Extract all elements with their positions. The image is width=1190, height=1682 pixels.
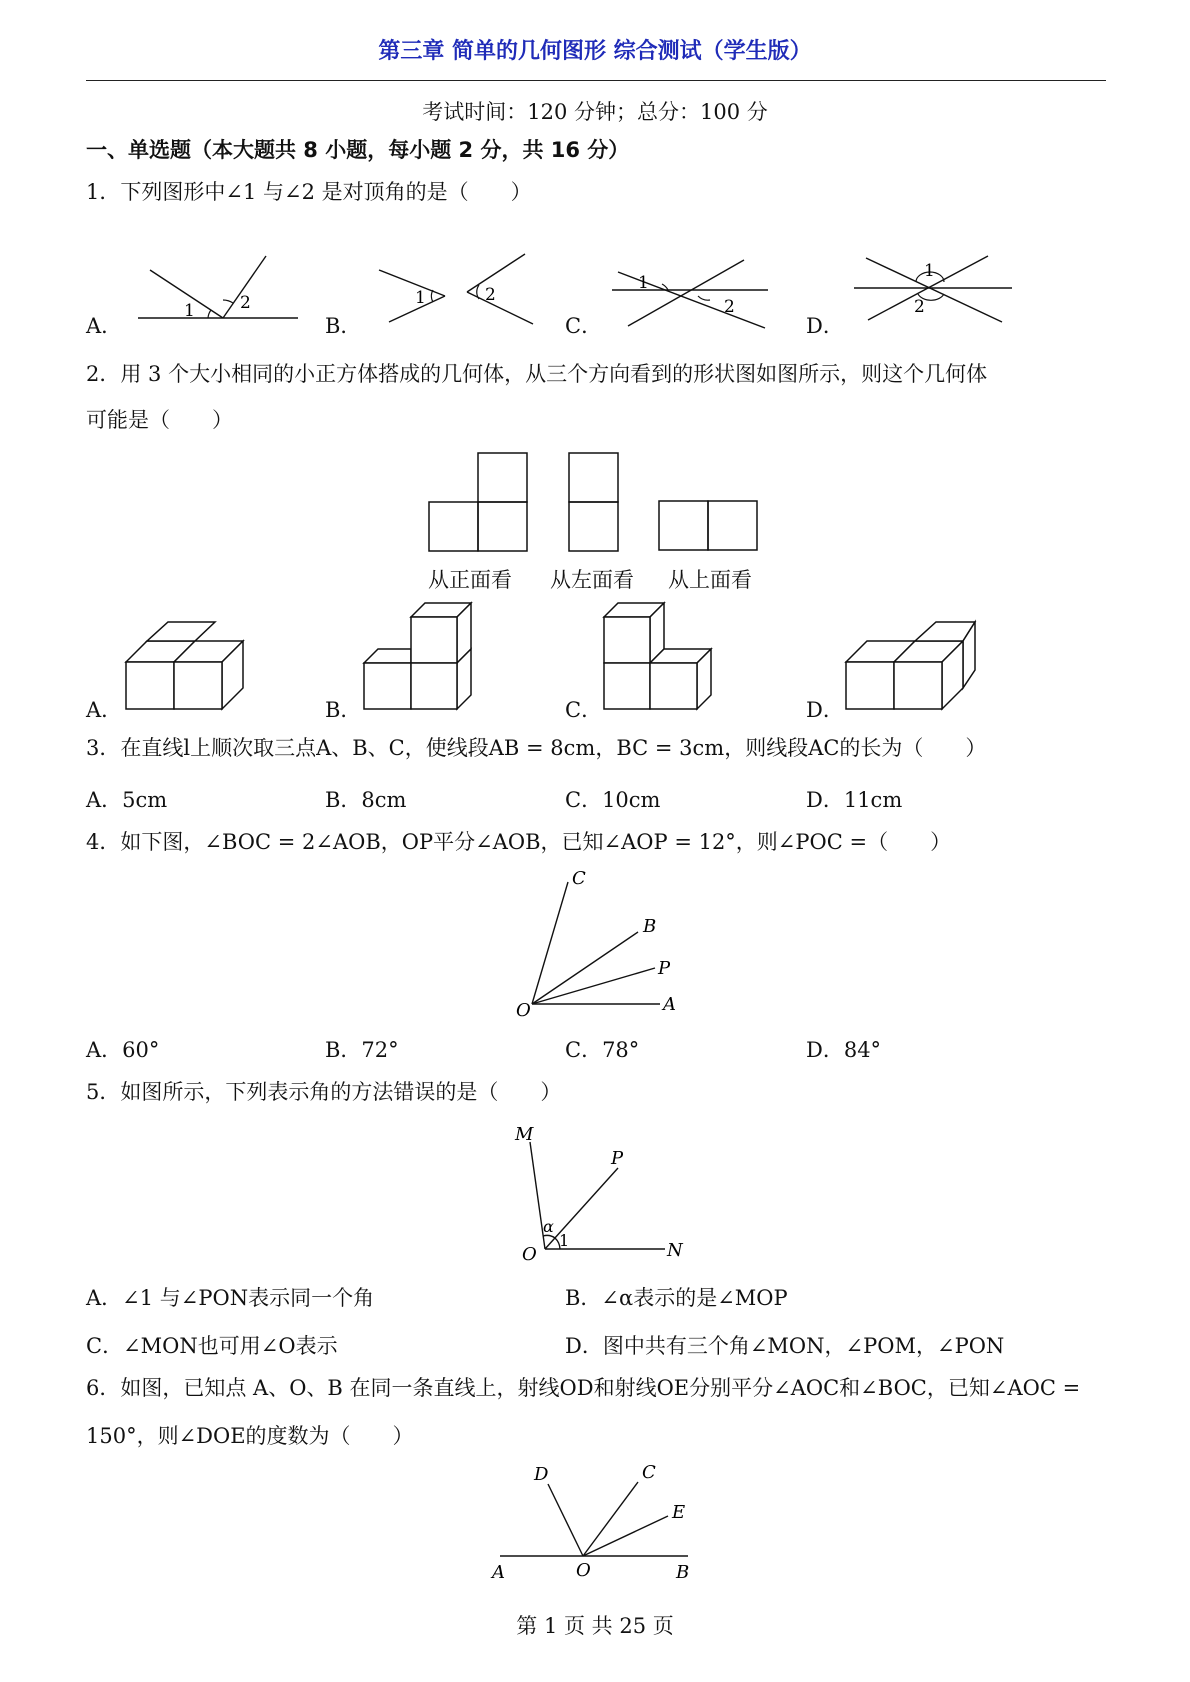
q3-option-c: C．10cm (565, 788, 661, 812)
q4-option-b: B．72° (325, 1038, 399, 1062)
q1d-label-1: 1 (924, 261, 935, 281)
q2-option-b-label: B． (325, 698, 362, 722)
q5-point-p: P (611, 1148, 624, 1169)
exam-info: 考试时间：120 分钟；总分：100 分 (422, 100, 768, 124)
q1-figure-b (375, 250, 555, 325)
question-2-stem-line2: 可能是（ ） (86, 408, 233, 432)
q6-point-d: D (534, 1464, 549, 1485)
q6-point-b: B (676, 1562, 690, 1583)
question-5-stem: 5．如图所示，下列表示角的方法错误的是（ ） (86, 1080, 562, 1104)
q4-figure (510, 862, 690, 1022)
q2-top-view (658, 500, 760, 554)
q2-option-d-label: D． (806, 698, 844, 722)
q4-point-b: B (643, 916, 657, 937)
q5-option-d: D．图中共有三个角∠MON，∠POM，∠PON (565, 1334, 1005, 1358)
q2-figure-d (845, 622, 980, 714)
q6-point-a: A (492, 1562, 505, 1583)
q1a-label-2: 2 (240, 293, 251, 313)
q1d-label-2: 2 (914, 297, 925, 317)
section-heading: 一、单选题（本大题共 8 小题，每小题 2 分，共 16 分） (86, 138, 630, 162)
question-3-stem: 3．在直线l上顺次取三点A、B、C，使线段AB = 8cm，BC = 3cm，则线段AC的长为（ ） (86, 736, 987, 760)
q2-left-view (568, 452, 620, 554)
q2-figure-c (603, 603, 718, 713)
question-6-stem-line2: 150°，则∠DOE的度数为（ ） (86, 1424, 414, 1448)
q1-option-d-label: D． (806, 314, 844, 338)
q4-point-p: P (658, 958, 671, 979)
q5-point-o: O (522, 1244, 537, 1265)
question-2-stem-line1: 2．用 3 个大小相同的小正方体搭成的几何体，从三个方向看到的形状图如图所示，则这个几何体 (86, 362, 988, 386)
q5-figure (515, 1118, 695, 1268)
q5-label-alpha: α (543, 1217, 554, 1236)
q5-option-a: A．∠1 与∠PON表示同一个角 (86, 1286, 375, 1310)
q5-point-m: M (515, 1124, 534, 1145)
q2-front-view-caption: 从正面看 (428, 568, 512, 592)
q5-point-n: N (667, 1240, 683, 1261)
q1c-label-1: 1 (638, 273, 649, 293)
q1c-label-2: 2 (724, 297, 735, 317)
q1a-label-1: 1 (184, 301, 195, 321)
q4-option-c: C．78° (565, 1038, 640, 1062)
q2-figure-b (363, 603, 478, 713)
q6-point-o: O (576, 1560, 591, 1581)
q2-figure-a (125, 622, 250, 712)
q4-point-a: A (663, 994, 676, 1015)
q5-label-1: 1 (559, 1231, 570, 1250)
q3-option-a: A．5cm (86, 788, 168, 812)
q1-option-a-label: A． (86, 314, 123, 338)
q1-option-c-label: C． (565, 314, 603, 338)
q1-option-b-label: B． (325, 314, 362, 338)
q4-option-a: A．60° (86, 1038, 160, 1062)
header-divider (86, 80, 1106, 81)
q4-option-d: D．84° (806, 1038, 882, 1062)
q2-left-view-caption: 从左面看 (550, 568, 634, 592)
q1-figure-c (610, 252, 780, 332)
q5-option-c: C．∠MON也可用∠O表示 (86, 1334, 338, 1358)
q1-figure-d (852, 252, 1022, 327)
q6-point-e: E (672, 1502, 686, 1523)
page-number: 第 1 页 共 25 页 (516, 1614, 674, 1638)
q6-figure (488, 1460, 703, 1585)
document-title: 第三章 简单的几何图形 综合测试（学生版） (378, 39, 812, 64)
question-6-stem-line1: 6．如图，已知点 A、O、B 在同一条直线上，射线OD和射线OE分别平分∠AOC和∠BOC，已知∠AOC = (86, 1376, 1081, 1400)
question-1-stem: 1．下列图形中∠1 与∠2 是对顶角的是（ ） (86, 180, 532, 204)
q2-front-view (428, 452, 530, 554)
q2-top-view-caption: 从上面看 (668, 568, 752, 592)
q6-point-c: C (642, 1462, 656, 1483)
q1b-label-2: 2 (485, 285, 496, 305)
q4-point-o: O (516, 1000, 531, 1021)
question-4-stem: 4．如下图，∠BOC = 2∠AOB，OP平分∠AOB，已知∠AOP = 12°，则∠POC =（ ） (86, 830, 952, 854)
q3-option-b: B．8cm (325, 788, 407, 812)
q1-figure-a (138, 250, 308, 325)
q1b-label-1: 1 (415, 288, 426, 308)
q5-option-b: B．∠α表示的是∠MOP (565, 1286, 788, 1310)
q3-option-d: D．11cm (806, 788, 903, 812)
q2-option-a-label: A． (86, 698, 123, 722)
q4-point-c: C (572, 868, 586, 889)
q2-option-c-label: C． (565, 698, 603, 722)
